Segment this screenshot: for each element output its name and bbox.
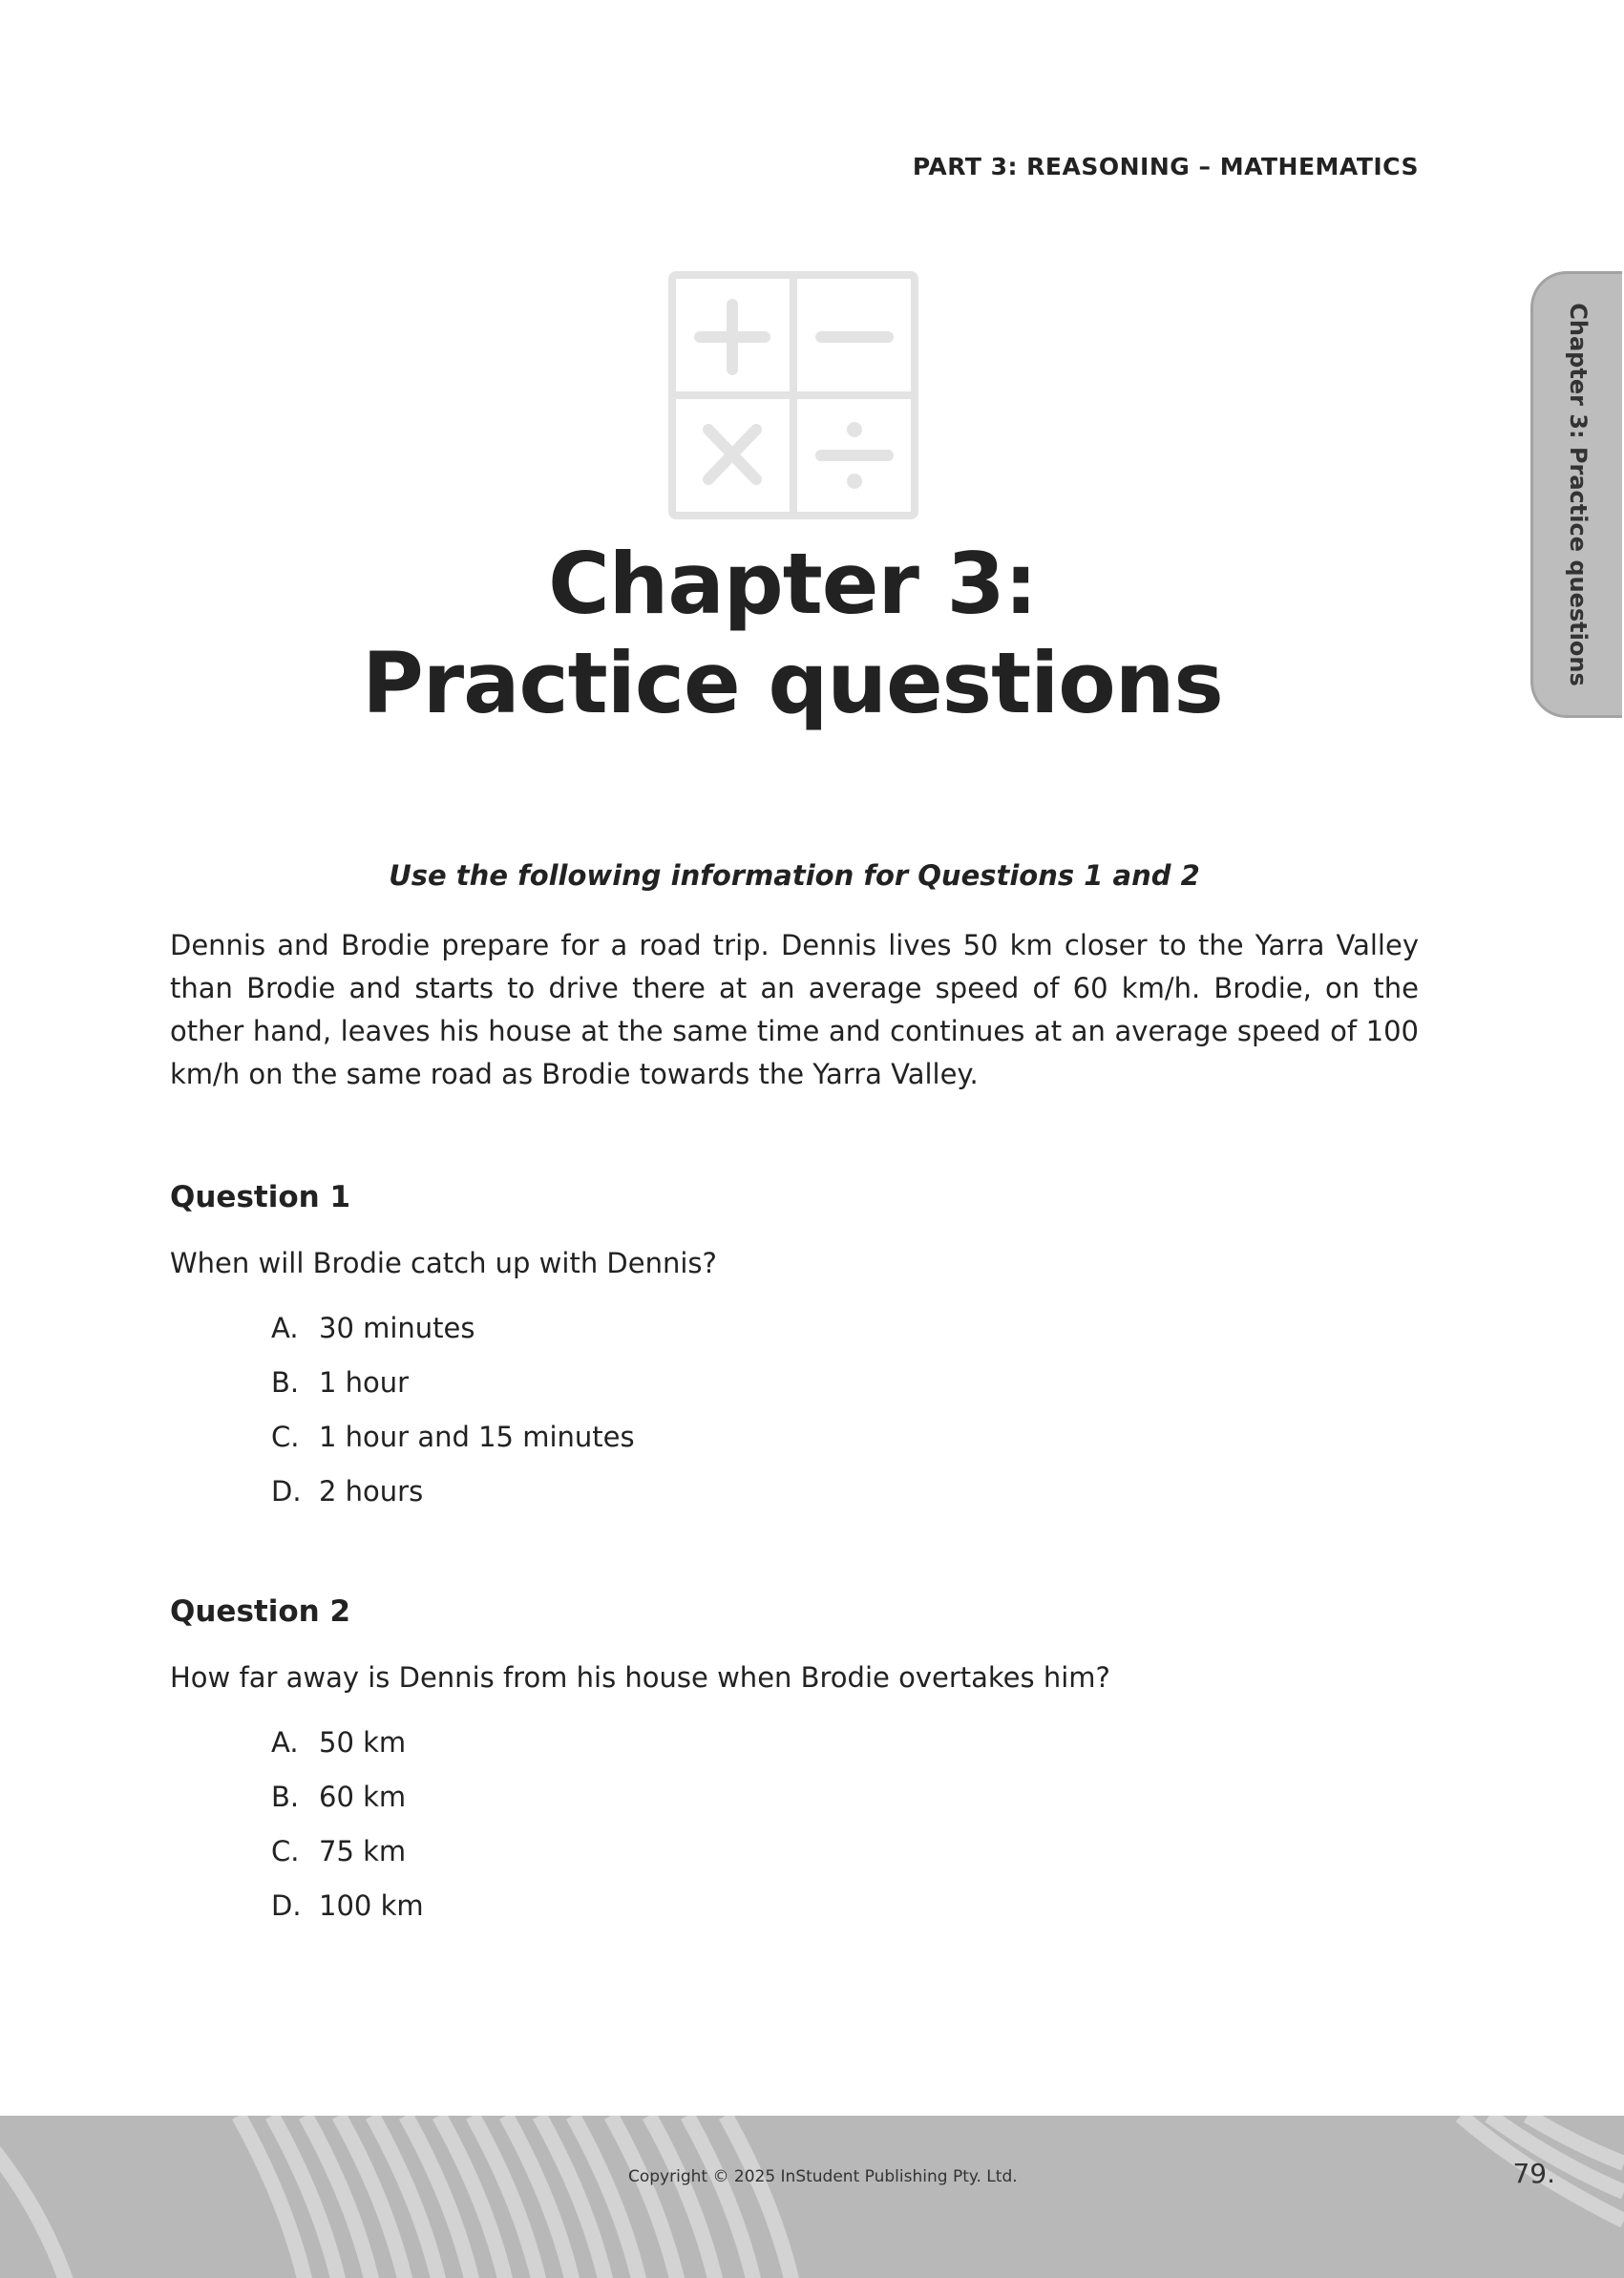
option-text: 2 hours [319,1475,424,1508]
chapter-title-line2: Practice questions [362,634,1223,732]
option-letter: D. [271,1475,302,1508]
option-text: 100 km [319,1889,424,1922]
running-header: PART 3: REASONING – MATHEMATICS [912,153,1419,180]
question-1-options [271,1301,635,1519]
side-tab-label: Chapter 3: Practice questions [1564,303,1592,686]
option-letter: D. [271,1889,302,1922]
question-2-heading: Question 2 [170,1594,351,1629]
option-letter: C. [271,1421,300,1453]
question-1-option-b[interactable] [271,1356,635,1410]
option-text: 50 km [319,1726,407,1759]
option-text: 75 km [319,1835,407,1867]
question-1-option-a[interactable] [271,1301,635,1356]
question-1-option-d[interactable] [271,1465,635,1519]
question-1-heading: Question 1 [170,1180,351,1214]
option-text: 30 minutes [319,1312,475,1344]
chapter-title [0,535,1585,733]
option-letter: A. [271,1726,299,1759]
option-letter: C. [271,1835,300,1867]
option-letter: B. [271,1366,300,1399]
question-2-option-b[interactable] [271,1770,424,1825]
question-1-stem: When will Brodie catch up with Dennis? [170,1247,717,1279]
calculator-operations-icon [668,271,918,519]
info-passage: Dennis and Brodie prepare for a road trip. Dennis lives 50 km closer to the Yarra Valley than Brodie and starts to drive there at an average speed of 60 km/h. Brodie, on the other hand, leaves his house at the same time and continues at an average speed of 100 km/h on the same road as Brodie towards the Yarra Valley. [170,929,1419,1090]
option-letter: A. [271,1312,299,1344]
page-footer [0,2116,1624,2278]
copyright-text: Copyright © 2025 InStudent Publishing Pty. Ltd. [628,2167,1018,2186]
page-number: 79. [1512,2158,1555,2189]
option-text: 60 km [319,1781,407,1813]
question-1-option-c[interactable] [271,1410,635,1465]
question-2-options [271,1716,424,1933]
question-2-option-c[interactable] [271,1825,424,1879]
footer-stripes-decoration [0,2116,1624,2278]
option-letter: B. [271,1781,300,1813]
chapter-title-line1: Chapter 3: [548,535,1037,633]
info-heading: Use the following information for Questions 1 and 2 [389,859,1200,892]
question-2-option-d[interactable] [271,1879,424,1933]
question-2-option-a[interactable] [271,1716,424,1770]
option-text: 1 hour [319,1366,410,1399]
option-text: 1 hour and 15 minutes [319,1421,635,1453]
question-2-stem: How far away is Dennis from his house when Brodie overtakes him? [170,1661,1110,1694]
